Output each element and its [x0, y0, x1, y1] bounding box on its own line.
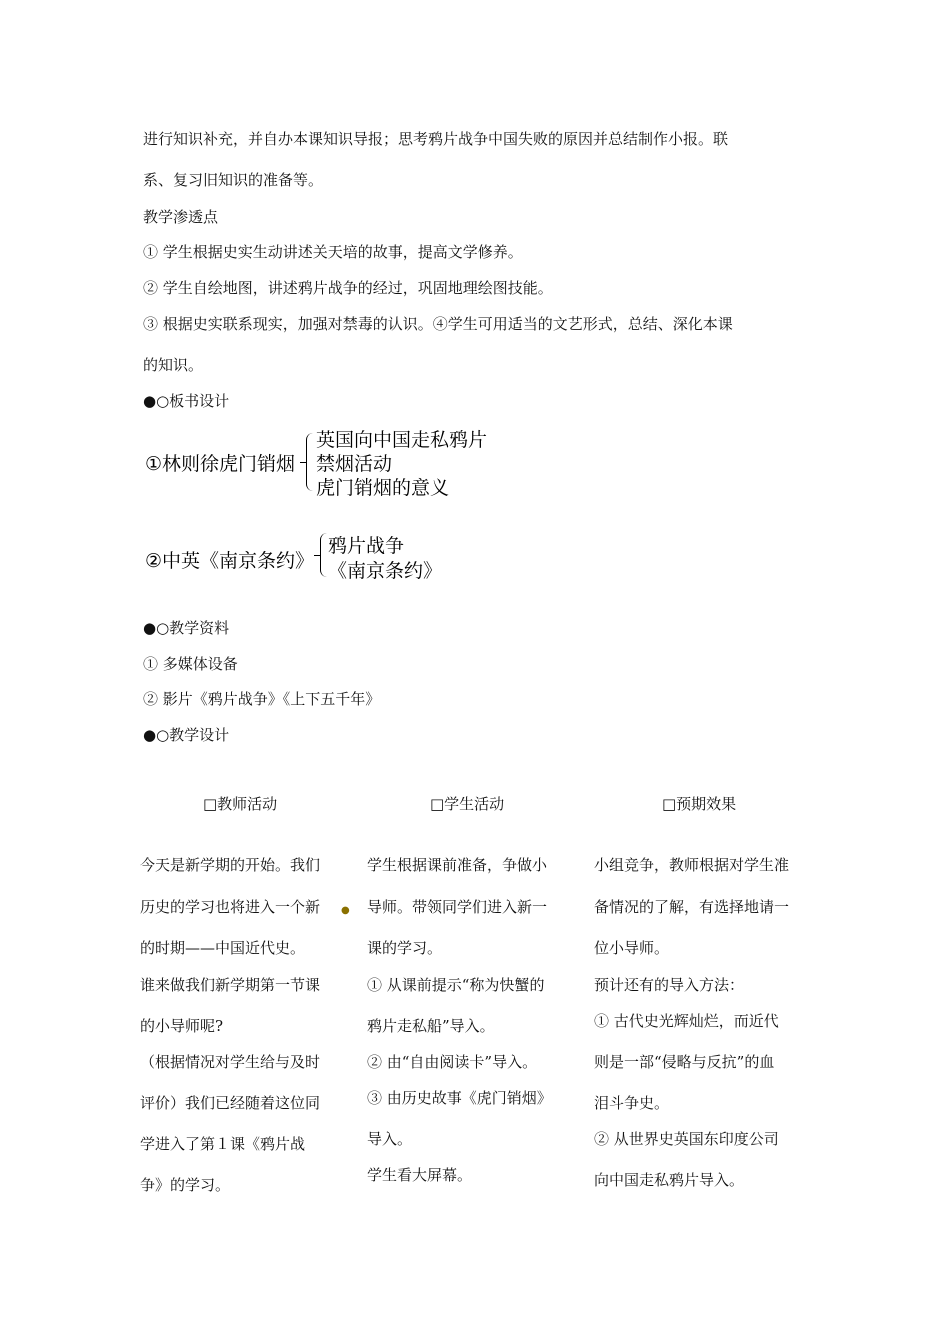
- board-heading: ●○板书设计: [143, 392, 230, 410]
- materials-item-1: ① 多媒体设备: [143, 655, 238, 673]
- effect-line: 则是一部“侵略与反抗”的血: [594, 1053, 775, 1071]
- teacher-line: 今天是新学期的开始。我们: [140, 856, 321, 874]
- teacher-line: （根据情况对学生给与及时: [140, 1053, 321, 1071]
- board-part-1-brace-tip: [300, 462, 306, 463]
- board-part-2-label: ②中英《南京条约》: [145, 550, 315, 572]
- student-line: 导入。: [367, 1130, 413, 1148]
- header-teacher-activity: □教师活动: [203, 795, 278, 813]
- infiltration-title: 教学渗透点: [143, 208, 219, 226]
- teacher-line: 谁来做我们新学期第一节课: [140, 976, 321, 994]
- effect-line: ① 古代史光辉灿烂，而近代: [594, 1012, 779, 1030]
- materials-item-2: ② 影片《鸦片战争》《上下五千年》: [143, 690, 381, 708]
- board-part-1-item-1: 英国向中国走私鸦片: [316, 429, 488, 451]
- infiltration-item-3-line-2: 的知识。: [143, 356, 204, 374]
- effect-line: ② 从世界史英国东印度公司: [594, 1130, 779, 1148]
- student-line: 鸦片走私船”导入。: [367, 1017, 495, 1035]
- effect-line: 泪斗争史。: [594, 1094, 670, 1112]
- intro-line-1: 进行知识补充，并自办本课知识导报；思考鸦片战争中国失败的原因并总结制作小报。联: [143, 130, 729, 148]
- board-part-1-brace: [306, 433, 313, 491]
- student-line: ① 从课前提示“称为快蟹的: [367, 976, 545, 994]
- infiltration-item-3-line-1: ③ 根据史实联系现实，加强对禁毒的认识。④学生可用适当的文艺形式，总结、深化本课: [143, 315, 733, 333]
- materials-heading: ●○教学资料: [143, 619, 230, 637]
- board-part-1-item-3: 虎门销烟的意义: [316, 477, 450, 499]
- infiltration-item-1: ① 学生根据史实生动讲述关天培的故事，提高文学修养。: [143, 243, 523, 261]
- infiltration-item-2: ② 学生自绘地图，讲述鸦片战争的经过，巩固地理绘图技能。: [143, 279, 553, 297]
- decorative-dot: ●: [341, 905, 350, 916]
- student-line: ③ 由历史故事《虎门销烟》: [367, 1089, 552, 1107]
- teacher-line: 评价）我们已经随着这位同: [140, 1094, 321, 1112]
- board-part-2-brace: [320, 533, 327, 577]
- teacher-line: 争》的学习。: [140, 1176, 231, 1194]
- teacher-line: 学进入了第１课《鸦片战: [140, 1135, 306, 1153]
- header-expected-effect: □预期效果: [662, 795, 737, 813]
- effect-line: 位小导师。: [594, 939, 670, 957]
- teacher-line: 的时期——中国近代史。: [140, 939, 306, 957]
- student-line: ② 由“自由阅读卡”导入。: [367, 1053, 538, 1071]
- board-part-2-item-1: 鸦片战争: [328, 535, 405, 557]
- effect-line: 预计还有的导入方法：: [594, 976, 745, 994]
- teacher-line: 历史的学习也将进入一个新: [140, 898, 321, 916]
- student-line: 学生看大屏幕。: [367, 1166, 473, 1184]
- student-line: 学生根据课前准备，争做小: [367, 856, 548, 874]
- intro-line-2: 系、复习旧知识的准备等。: [143, 171, 324, 189]
- student-line: 课的学习。: [367, 939, 443, 957]
- header-student-activity: □学生活动: [430, 795, 505, 813]
- design-heading: ●○教学设计: [143, 726, 230, 744]
- teacher-line: 的小导师呢?: [140, 1017, 224, 1035]
- effect-line: 备情况的了解，有选择地请一: [594, 898, 790, 916]
- board-part-2-brace-tip: [314, 555, 320, 556]
- board-part-1-label: ①林则徐虎门销烟: [145, 453, 296, 475]
- board-part-1-item-2: 禁烟活动: [316, 453, 393, 475]
- effect-line: 小组竞争，教师根据对学生准: [594, 856, 790, 874]
- student-line: 导师。带领同学们进入新一: [367, 898, 548, 916]
- board-part-2-item-2: 《南京条约》: [328, 560, 443, 582]
- effect-line: 向中国走私鸦片导入。: [594, 1171, 745, 1189]
